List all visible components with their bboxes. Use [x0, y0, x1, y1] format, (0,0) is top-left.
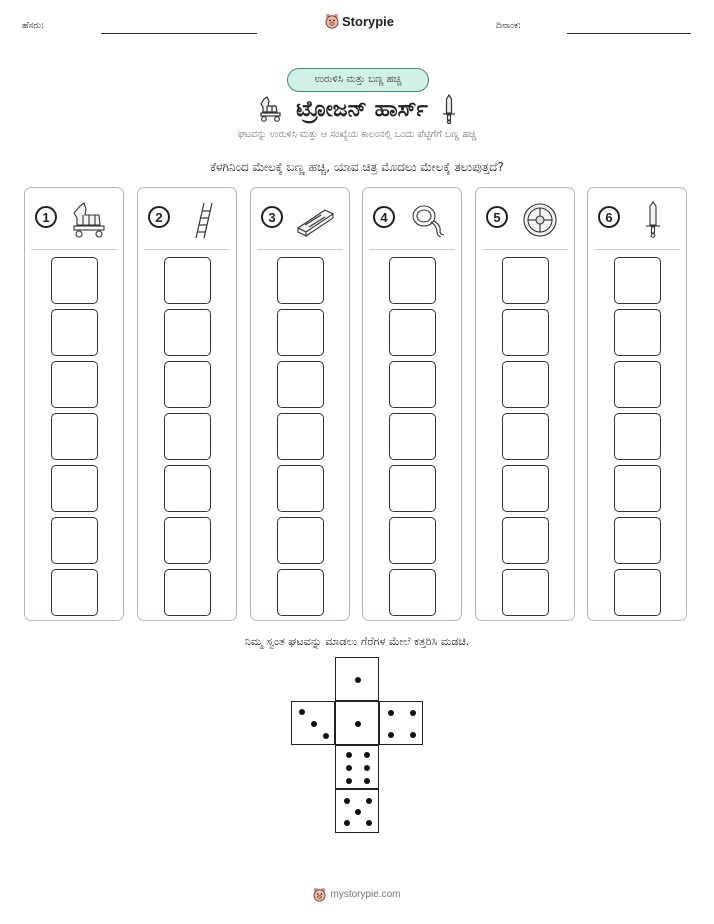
date-line: [567, 33, 691, 34]
column-4: [362, 187, 462, 621]
color-box: [51, 517, 98, 564]
ladder-icon: [182, 200, 224, 240]
color-box: [389, 413, 436, 460]
die-pip: [355, 677, 361, 683]
color-box: [502, 517, 549, 564]
page-title-row: [0, 92, 714, 126]
color-box: [502, 413, 549, 460]
die-face-1: [335, 657, 379, 701]
color-box: [164, 361, 211, 408]
die-pip: [344, 820, 350, 826]
date-label: ದಿನಾಂಕ:: [496, 21, 522, 31]
color-box: [164, 257, 211, 304]
wooden-plank-icon: [295, 200, 337, 240]
color-box: [389, 517, 436, 564]
sword-icon: [442, 94, 456, 124]
die-face-6: [335, 745, 379, 789]
die-face-4: [379, 701, 423, 745]
column-5: [475, 187, 575, 621]
column-6: [587, 187, 687, 621]
color-box: [389, 465, 436, 512]
name-line: [101, 33, 257, 34]
die-pip: [346, 765, 352, 771]
die-pip: [410, 710, 416, 716]
color-box: [614, 361, 661, 408]
color-box: [277, 309, 324, 356]
color-box: [614, 569, 661, 616]
trojan-horse-icon: [258, 95, 282, 123]
color-box: [51, 465, 98, 512]
color-box: [164, 413, 211, 460]
color-box: [614, 257, 661, 304]
die-pip: [366, 820, 372, 826]
color-box: [389, 361, 436, 408]
die-pip: [366, 798, 372, 804]
question-text: ಕೆಳಗಿನಿಂದ ಮೇಲಕ್ಕೆ ಬಣ್ಣ ಹಚ್ಚಿ, ಯಾವ ಚಿತ್ರ ಮೊದಲು ಮೇಲಕ್ಕೆ ತಲುಪುತ್ತದೆ?: [210, 160, 504, 174]
name-label: ಹೆಸರು:: [22, 21, 45, 31]
column-number: 6: [598, 206, 620, 228]
brand-name: Storypie: [342, 13, 395, 29]
die-pip: [388, 710, 394, 716]
die-pip: [364, 752, 370, 758]
color-box: [614, 517, 661, 564]
die-pip: [355, 809, 361, 815]
die-pip: [344, 798, 350, 804]
color-box: [502, 309, 549, 356]
column-number: 5: [486, 206, 508, 228]
die-instruction: ನಿಮ್ಮ ಸ್ವಂತ ಘಟವನ್ನು ಮಾಡಲು ಗೆರೆಗಳ ಮೇಲೆ ಕತ್ತರಿಸಿ ಮಡಚಿ.: [244, 635, 470, 648]
color-box: [277, 465, 324, 512]
color-box: [164, 517, 211, 564]
die-pip: [355, 721, 361, 727]
page-title: ಟ್ರೋಜನ್ ಹಾರ್ಸ್: [296, 96, 428, 122]
column-divider: [31, 249, 117, 250]
column-divider: [482, 249, 568, 250]
die-face-1: [335, 701, 379, 745]
color-box: [51, 569, 98, 616]
die-pip: [364, 765, 370, 771]
die-pip: [364, 778, 370, 784]
color-box: [51, 257, 98, 304]
color-box: [277, 413, 324, 460]
color-box: [389, 309, 436, 356]
color-box: [277, 257, 324, 304]
column-2: [137, 187, 237, 621]
pig-mascot-icon: [313, 887, 326, 902]
column-3: [250, 187, 350, 621]
sword-icon: [632, 200, 674, 240]
color-box: [614, 413, 661, 460]
column-number: 4: [373, 206, 395, 228]
column-divider: [144, 249, 230, 250]
brand-logo: [325, 13, 394, 29]
color-box: [277, 517, 324, 564]
color-box: [164, 465, 211, 512]
color-box: [51, 361, 98, 408]
color-box: [51, 309, 98, 356]
column-number: 3: [261, 206, 283, 228]
die-pip: [311, 721, 317, 727]
trojan-horse-icon: [69, 200, 111, 240]
color-box: [502, 465, 549, 512]
color-box: [277, 361, 324, 408]
column-number: 1: [35, 206, 57, 228]
die-pip: [323, 733, 329, 739]
die-pip: [388, 732, 394, 738]
column-divider: [594, 249, 680, 250]
color-box: [502, 569, 549, 616]
footer-url: mystorypie.com: [330, 889, 401, 900]
column-1: [24, 187, 124, 621]
color-box: [502, 257, 549, 304]
die-pip: [410, 732, 416, 738]
color-box: [164, 309, 211, 356]
color-box: [51, 413, 98, 460]
die-pip: [346, 778, 352, 784]
column-number: 2: [148, 206, 170, 228]
footer: [0, 887, 714, 902]
column-divider: [369, 249, 455, 250]
pig-mascot-icon: [325, 13, 339, 29]
color-box: [502, 361, 549, 408]
color-box: [164, 569, 211, 616]
color-box: [277, 569, 324, 616]
color-box: [614, 465, 661, 512]
color-box: [389, 257, 436, 304]
activity-tag: ಉರುಳಿಸಿ ಮತ್ತು ಬಣ್ಣ ಹಚ್ಚಿ: [287, 68, 429, 92]
die-pip: [299, 709, 305, 715]
die-pip: [346, 752, 352, 758]
page-subtitle: ಘಟವನ್ನು ಉರುಳಿಸಿ ಮತ್ತು ಆ ಸಂಖ್ಯೆಯ ಕಾಲಂನಲ್ಲಿ ಒಂದು ಪೆಟ್ಟಿಗೆಗೆ ಬಣ್ಣ ಹಚ್ಚಿ: [237, 129, 477, 140]
color-box: [614, 309, 661, 356]
column-divider: [257, 249, 343, 250]
shield-icon: [520, 200, 562, 240]
rope-icon: [407, 200, 449, 240]
color-box: [389, 569, 436, 616]
die-face-5: [335, 789, 379, 833]
die-face-3: [291, 701, 335, 745]
